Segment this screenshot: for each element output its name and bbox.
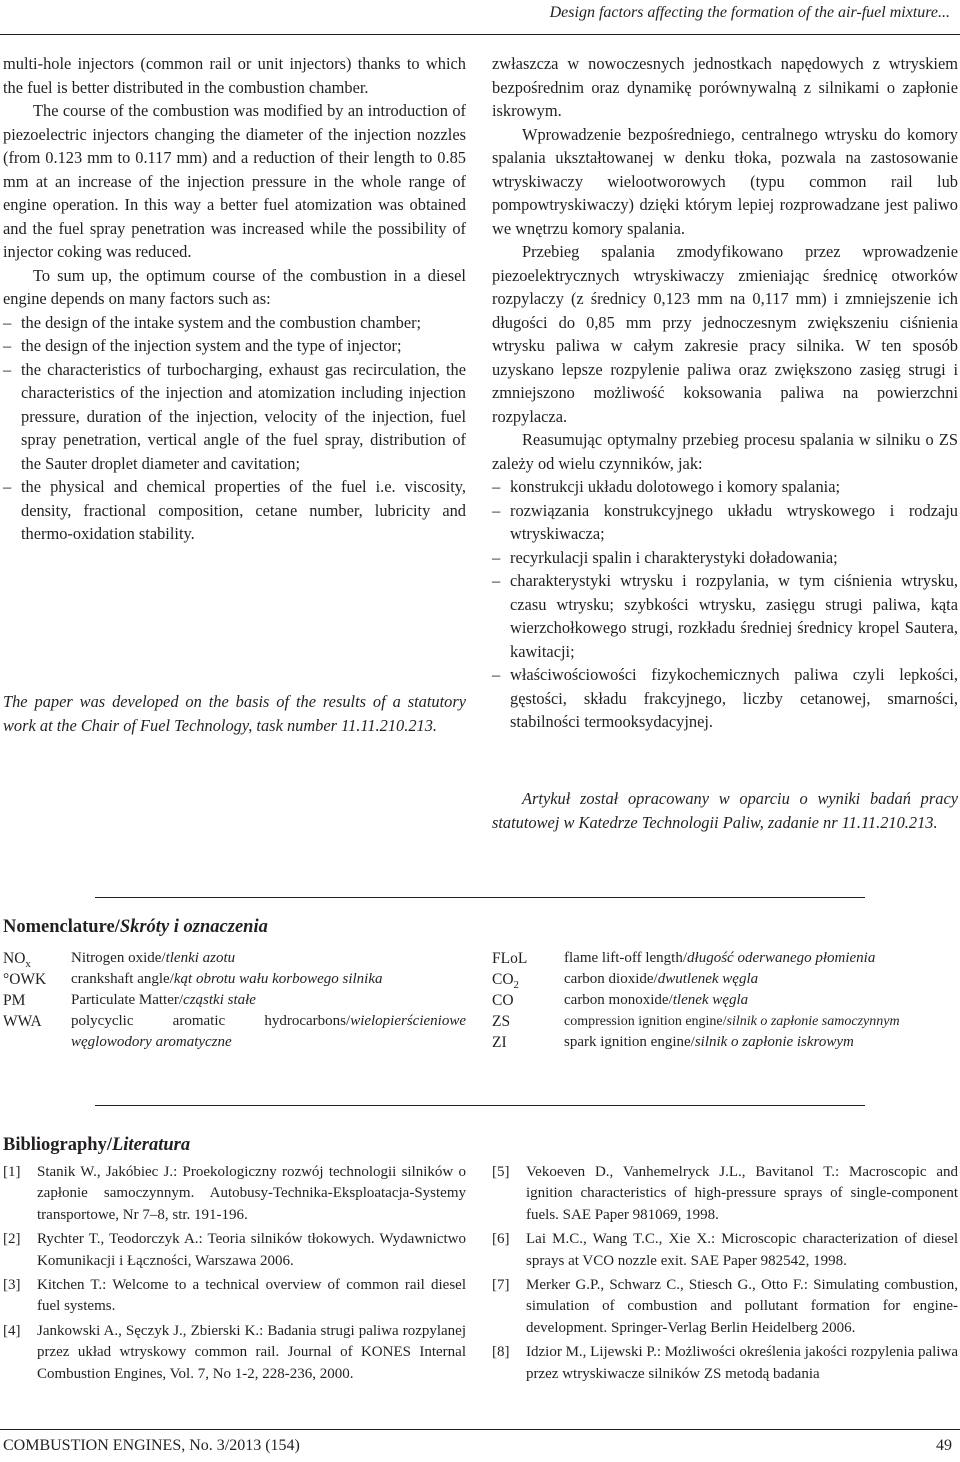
nom-def-en: carbon monoxide/: [564, 992, 673, 1008]
reference-item: [492, 1275, 958, 1339]
nom-def-en: flame lift-off length/: [564, 950, 688, 966]
nomenclature-row: [492, 1011, 958, 1032]
reference-number: [8]: [492, 1344, 510, 1361]
right-paragraph-4: Reasumując optymalny przebieg procesu spalania w silniku o ZS zależy od wielu czynników, jak:: [492, 430, 958, 473]
nom-abbr: NO: [3, 950, 26, 967]
list-item: – właściwościowości fizykochemicznych paliwa czyli lepkości, gęstości, składu frakcyjnego, liczby cetanowej, smarności, stabilności termooksydacyjnej.: [492, 663, 958, 734]
list-item: – charakterystyki wtrysku i rozpylania, w tym ciśnienia wtrysku, czasu wtrysku; szybkości wtrysku, zasięgu strugi paliwa, kąta wierzchołkowego strugi, rozkładu średniej średnicy kropel Sautera, kawitacji;: [492, 569, 958, 663]
nom-def-pl: tlenki azotu: [165, 950, 236, 966]
header-rule: [0, 34, 960, 35]
list-item: – konstrukcji układu dolotowego i komory spalania;: [492, 475, 958, 499]
reference-text: Vekoeven D., Vanhemelryck J.L., Bavitanol T.: Macroscopic and ignition characteristics of high-pressure sprays of single-component fuels. SAE Paper 981069, 1998.: [526, 1164, 958, 1223]
nom-def-en: Particulate Matter/: [71, 992, 184, 1008]
list-item: – the design of the intake system and the combustion chamber;: [3, 311, 466, 335]
bibliography-left: [3, 1162, 466, 1388]
nom-def-en: spark ignition engine/: [564, 1034, 695, 1050]
nomenclature-rule: [95, 897, 865, 898]
nom-abbr: CO: [492, 971, 514, 988]
nom-def-en: carbon dioxide/: [564, 971, 658, 987]
right-column: [492, 52, 958, 734]
nomenclature-row: [3, 948, 466, 969]
reference-item: [492, 1229, 958, 1272]
reference-number: [2]: [3, 1231, 21, 1248]
list-item: – the design of the injection system and the type of injector;: [3, 334, 466, 358]
reference-number: [1]: [3, 1164, 21, 1180]
journal-name: COMBUSTION ENGINES, No. 3/2013 (154): [3, 1437, 300, 1454]
bibliography-title: [3, 1135, 190, 1156]
nom-abbr-sub: 2: [513, 978, 519, 991]
nomenclature-row: [492, 969, 958, 990]
nom-def-pl: cząstki stałe: [183, 992, 256, 1008]
reference-number: [6]: [492, 1231, 510, 1248]
nom-abbr: PM: [3, 992, 26, 1009]
reference-text: Jankowski A., Sęczyk J., Zbierski K.: Badania strugi paliwa rozpylanej przez układ wtryskowy common rail. Journal of KONES Internal Combustion Engines, Vol. 7, No 1-2, 228-236, 2000.: [37, 1322, 466, 1382]
bibliography-title-pl: Literatura: [111, 1135, 191, 1155]
reference-text: Merker G.P., Schwarz C., Stiesch G., Otto F.: Simulating combustion, simulation of combustion and pollutant formation for engine-development. Springer-Verlag Berlin Heidelberg 2006.: [526, 1277, 958, 1336]
right-acknowledgement-text: Artykuł został opracowany w oparciu o wyniki badań pracy statutowej w Katedrze Technologii Paliw, zadanie nr 11.11.210.213.: [492, 789, 958, 832]
right-acknowledgement: [492, 787, 958, 834]
left-factor-list: [3, 311, 466, 546]
nom-def-en: Nitrogen oxide/: [71, 950, 166, 966]
left-paragraph-3: To sum up, the optimum course of the combustion in a diesel engine depends on many factors such as:: [3, 265, 466, 308]
nom-def-pl: tlenek węgla: [672, 992, 749, 1008]
reference-item: [492, 1342, 958, 1385]
list-item: – the physical and chemical properties of the fuel i.e. viscosity, density, fractional composition, cetane number, lubricity and thermo-oxidation stability.: [3, 475, 466, 546]
nom-def-en: polycyclic aromatic hydrocarbons/: [71, 1013, 351, 1029]
reference-number: [4]: [3, 1322, 21, 1339]
reference-item: [3, 1229, 466, 1272]
reference-number: [5]: [492, 1164, 510, 1180]
nom-abbr: CO: [492, 992, 514, 1009]
right-paragraph-1: zwłaszcza w nowoczesnych jednostkach napędowych z wtryskiem bezpośrednim oraz dynamikę porównywalną z silnikami o zapłonie iskrowym.: [492, 54, 958, 120]
right-paragraph-2: Wprowadzenie bezpośredniego, centralnego wtrysku do komory spalania ukształtowanej w denku tłoka, pozwala na zastosowanie wtryskiwaczy wielootworowych (typu common rail lub pompowtryskiwaczy) dzięki którym lepiej rozprowadzane jest paliwo we wnętrzu komory spalania.: [492, 124, 958, 238]
nomenclature-row: [3, 969, 466, 990]
reference-item: [3, 1275, 466, 1318]
nom-abbr: FLoL: [492, 950, 528, 967]
nom-def-en: compression ignition engine/: [564, 1014, 727, 1029]
nom-def-en: crankshaft angle/: [71, 971, 174, 987]
reference-item: [492, 1162, 958, 1226]
right-paragraph-3: Przebieg spalania zmodyfikowano przez wprowadzenie piezoelektrycznych wtryskiwaczy zmieniając średnicę otworków rozpylaczy (z średnicy 0,123 mm na 0,117 mm) i zmniejszenie ich długości do 0,85 mm przy jednoczesnym zwiększeniu ciśnienia wtrysku paliwa w całym zakresie pracy silnika. W ten sposób uzyskano lepsze rozpylenie paliwa oraz zwiększono zasięg strugi i zmniejszono możliwość koksowania paliwa na powierzchni rozpylacza.: [492, 242, 958, 426]
nomenclature-left: [3, 948, 466, 1053]
nom-def-pl: dwutlenek węgla: [657, 971, 759, 987]
reference-text: Lai M.C., Wang T.C., Xie X.: Microscopic characterization of diesel sprays at VCO nozzle exit. SAE Paper 982542, 1998.: [526, 1231, 958, 1269]
left-paragraph-1: multi-hole injectors (common rail or unit injectors) thanks to which the fuel is better distributed in the combustion chamber.: [3, 54, 466, 97]
nomenclature-row: [492, 990, 958, 1011]
nom-abbr-sub: x: [25, 957, 31, 970]
nomenclature-title: [3, 917, 268, 938]
running-title: Design factors affecting the formation of the air-fuel mixture...: [549, 4, 950, 21]
nomenclature-row: [492, 948, 958, 969]
list-item: – recyrkulacji spalin i charakterystyki doładowania;: [492, 546, 958, 570]
nomenclature-title-en: Nomenclature/: [3, 917, 120, 937]
nom-abbr: ZS: [492, 1013, 511, 1030]
nom-def-pl: wielopierścieniowe węglowodory aromatyczne: [71, 1013, 466, 1050]
reference-text: Rychter T., Teodorczyk A.: Teoria silników tłokowych. Wydawnictwo Komunikacji i Łączności, Warszawa 2006.: [37, 1231, 466, 1269]
reference-text: Kitchen T.: Welcome to a technical overview of common rail diesel fuel systems.: [37, 1277, 466, 1315]
nom-abbr: WWA: [3, 1013, 42, 1030]
nom-def-pl: silnik o zapłonie samoczynnym: [726, 1014, 900, 1029]
left-column: [3, 52, 466, 546]
left-acknowledgement: The paper was developed on the basis of the results of a statutory work at the Chair of Fuel Technology, task number 11.11.210.213.: [3, 692, 466, 735]
nom-def-pl: kąt obrotu wału korbowego silnika: [173, 971, 383, 987]
reference-number: [7]: [492, 1277, 510, 1294]
nom-def-pl: długość oderwanego płomienia: [687, 950, 876, 966]
reference-text: Idzior M., Lijewski P.: Możliwości określenia jakości rozpylenia paliwa przez wtryskiwacze silników ZS metodą badania: [526, 1344, 958, 1382]
nom-abbr: ZI: [492, 1034, 507, 1051]
bibliography-rule: [95, 1105, 865, 1106]
footer-rule: [0, 1429, 960, 1430]
left-paragraph-2: The course of the combustion was modified by an introduction of piezoelectric injectors changing the diameter of the injection nozzles (from 0.123 mm to 0.117 mm) and a reduction of their length to 0.85 mm at an increase of the injection pressure in the whole range of engine operation. In this way a better fuel atomization was obtained and the fuel spray penetration was increased while the possibility of injector coking was reduced.: [3, 101, 466, 261]
nomenclature-title-pl: Skróty i oznaczenia: [119, 917, 268, 937]
list-item: – rozwiązania konstrukcyjnego układu wtryskowego i rodzaju wtryskiwacza;: [492, 499, 958, 546]
reference-item: [3, 1162, 466, 1226]
nomenclature-row: [3, 990, 466, 1011]
bibliography-right: [492, 1162, 958, 1388]
nomenclature-right: [492, 948, 958, 1053]
nom-abbr: °OWK: [3, 971, 47, 988]
nomenclature-row: [3, 1011, 466, 1053]
bibliography-title-en: Bibliography/: [3, 1135, 112, 1155]
nom-def-pl: silnik o zapłonie iskrowym: [694, 1034, 854, 1050]
reference-text: Stanik W., Jakóbiec J.: Proekologiczny rozwój technologii silników o zapłonie samoczynnym. Autobusy-Technika-Eksploatacja-Systemy transportowe, Nr 7–8, str. 191-196.: [37, 1164, 466, 1223]
reference-item: [3, 1321, 466, 1385]
reference-number: [3]: [3, 1277, 21, 1294]
nomenclature-row: [492, 1032, 958, 1053]
page-number: 49: [936, 1437, 952, 1454]
list-item: – the characteristics of turbocharging, exhaust gas recirculation, the characteristics of the injection and atomization including injection pressure, duration of the injection, velocity of the injection, fuel spray penetration, vertical angle of the fuel spray, distribution of the Sauter droplet diameter and cavitation;: [3, 358, 466, 476]
right-factor-list: [492, 475, 958, 734]
